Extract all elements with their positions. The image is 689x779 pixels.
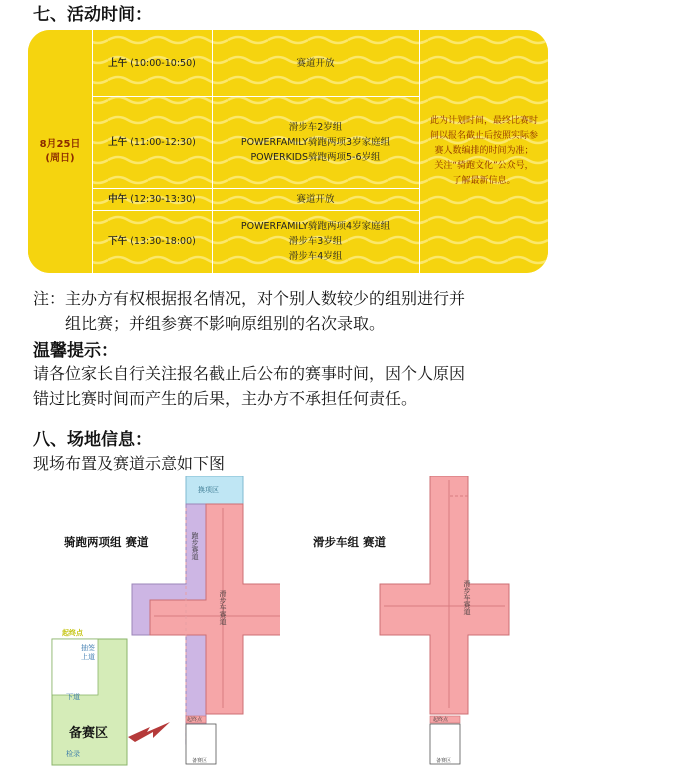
tips-title: 温馨提示： [33,341,118,361]
row2-content [212,96,419,188]
row1-content-item: 赛道开放 [296,57,335,69]
row2-time-range: (11:00-12:30) [130,136,196,148]
schedule-note [420,30,548,273]
row4-content-item: POWERFAMILY骑跑两项4岁家庭组 [240,221,391,232]
notice-line-2: 组比赛；并组参赛不影响原组别的名次录取。 [65,314,386,333]
row3-time-range: (12:30-13:30) [130,193,196,205]
row2-period: 上午 [108,136,128,148]
run-track-label: 跑步赛道 [191,532,199,560]
row3-time [92,188,212,210]
row2-content-item: POWERFAMILY骑跑两项3岁家庭组 [240,136,391,148]
note-line: 此为计划时间，最终比赛时 [429,116,538,126]
start-small-left: 起终点 [187,717,203,723]
transition-area-label: 换项区 [198,486,219,494]
schedule-table [28,30,548,273]
note-line: 间以报名截止后按照实际参 [429,131,538,141]
section7-title: 七、活动时间： [33,5,152,25]
row4-content [212,210,419,273]
row1-time-range: (10:00-10:50) [130,57,196,69]
checkin-label-1: 抽签 [81,644,95,652]
row4-content-item: 滑步车3岁组 [288,236,343,247]
section8-subtitle: 现场布置及赛道示意如下图 [33,454,226,473]
prep-area-label: 备赛区 [69,726,109,741]
left-diagram-title: 骑跑两项组 赛道 [64,535,149,549]
row4-content-item: 滑步车4岁组 [288,251,343,262]
note-line: 了解最新信息。 [452,176,516,186]
row2-content-item: POWERKIDS骑跑两项5-6岁组 [250,151,381,163]
start-small-right: 起终点 [433,717,449,723]
row4-period: 下午 [108,236,128,247]
note-line: 关注“骑跑文化”公众号， [434,161,534,171]
date-cell [28,30,92,273]
check-label: 检录 [66,750,80,758]
right-diagram-title: 滑步车组 赛道 [313,535,387,549]
bike-track-label: 滑步车赛道 [219,590,227,625]
row1-content [212,30,419,96]
checkin-label-2: 上道 [81,653,95,661]
row4-time [92,210,212,273]
row3-content [212,188,419,210]
row1-time [92,30,212,96]
start-finish-label: 起终点 [62,629,83,637]
tips-line-2: 错过比赛时间而产生的后果，主办方不承担任何责任。 [33,389,418,408]
notice-line-1: 注：主办方有权根据报名情况，对个别人数较少的组别进行并 [33,289,466,308]
prep-small-right: 备赛区 [436,758,452,764]
balance-bike-track-diagram [372,476,512,776]
note-line: 赛人数编排的时间为准； [434,146,534,156]
section8-title: 八、场地信息： [33,430,152,450]
row2-time [92,96,212,188]
row2-content-item: 滑步车2岁组 [288,121,343,133]
tips-line-1: 请各位家长自行关注报名截止后公布的赛事时间，因个人原因 [33,364,466,383]
date-line1: 8月25日 [39,138,81,150]
right-track-label: 滑步车赛道 [463,580,471,615]
row1-period: 上午 [108,57,128,69]
date-line2: (周日) [45,152,75,164]
row3-content-item: 赛道开放 [296,193,335,205]
row3-period: 中午 [108,193,128,205]
down-label: 下道 [66,693,80,701]
row4-time-range: (13:30-18:00) [130,236,196,247]
prep-small-left: 备赛区 [192,758,208,764]
